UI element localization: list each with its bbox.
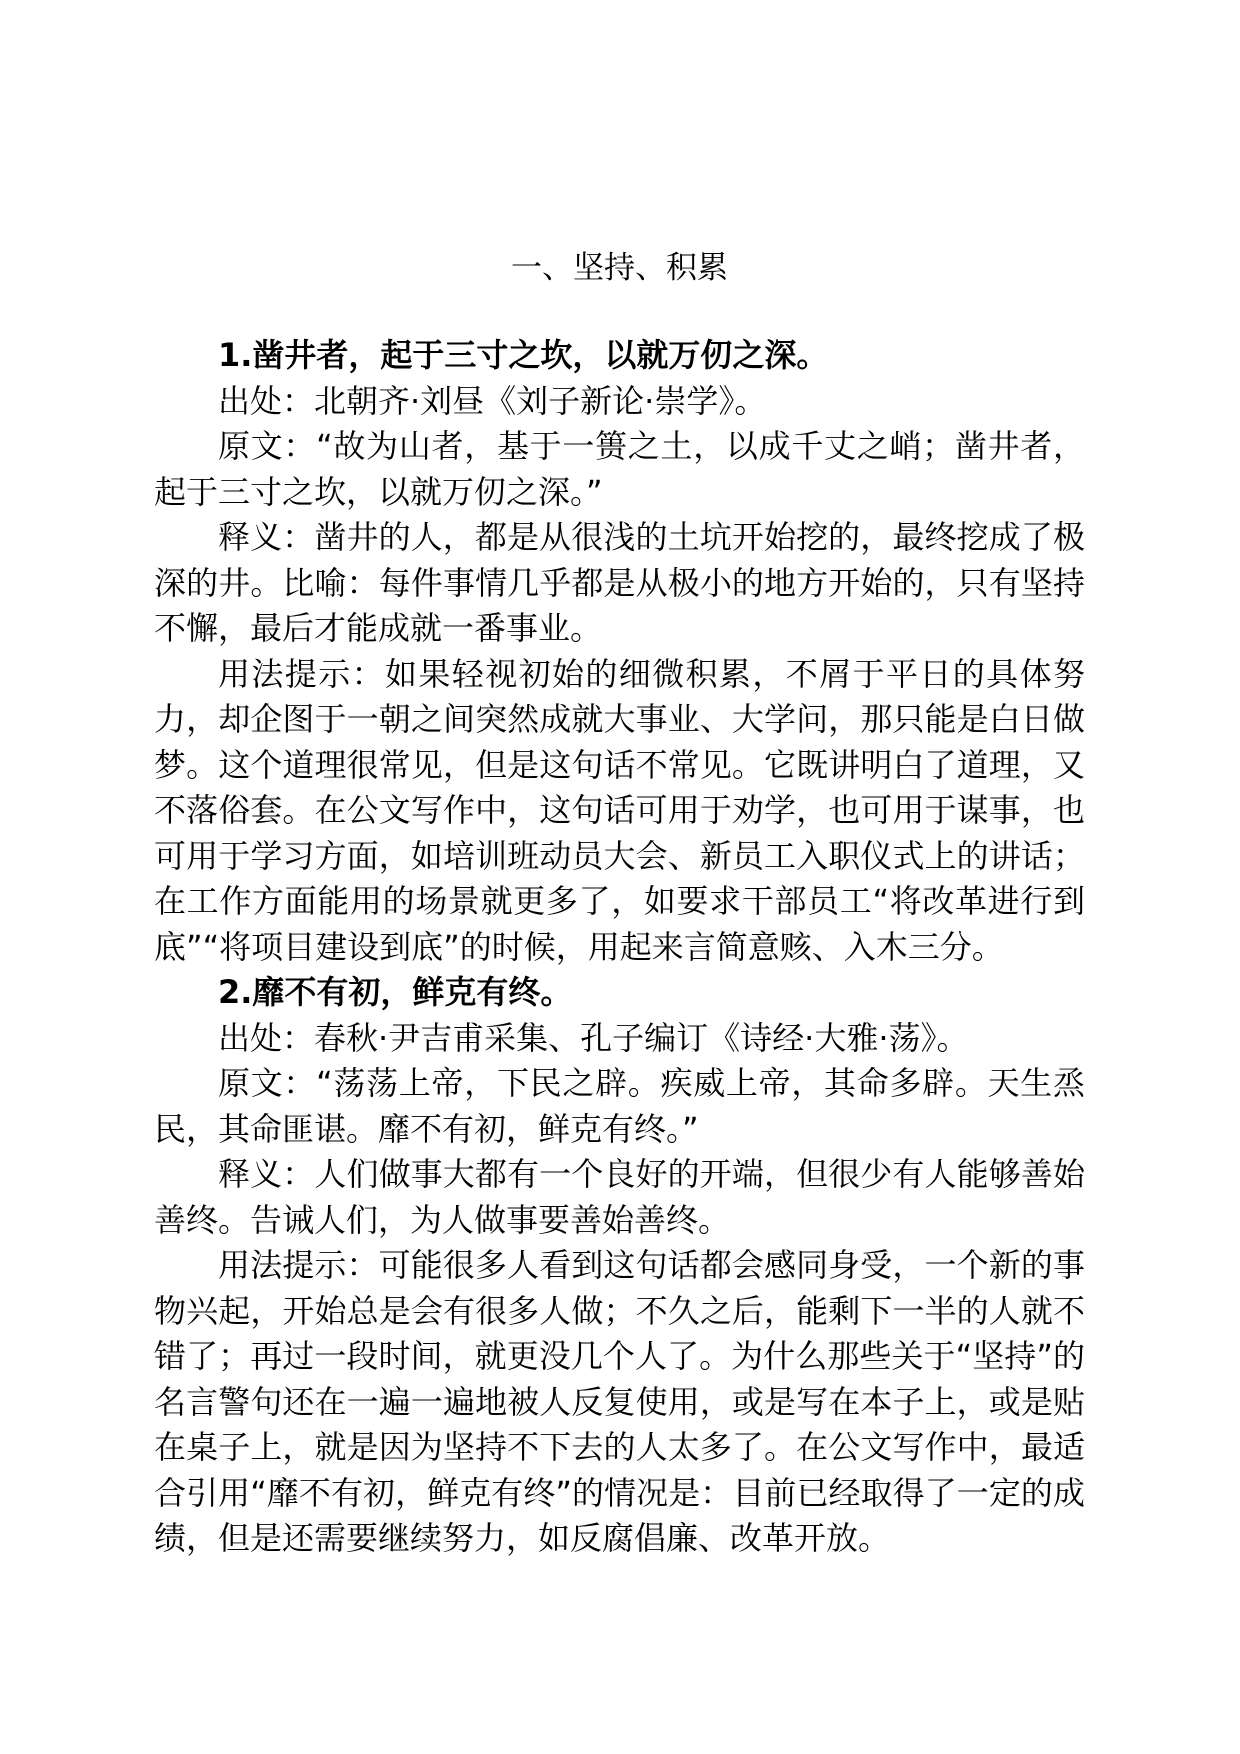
entry-1-heading: 1.凿井者，起于三寸之坎，以就万仞之深。 xyxy=(218,336,829,374)
entry-2-meaning: 释义：人们做事大都有一个良好的开端，但很少有人能够善始善终。告诫人们，为人做事要善始善终。 xyxy=(154,1155,1085,1239)
entry-2-source: 出处：春秋·尹吉甫采集、孔子编订《诗经·大雅·荡》。 xyxy=(218,1018,969,1057)
entry-1 xyxy=(154,333,1085,970)
entry-2-usage: 用法提示：可能很多人看到这句话都会感同身受，一个新的事物兴起，开始总是会有很多人做；不久之后，能剩下一半的人就不错了；再过一段时间，就更没几个人了。为什么那些关于“坚持”的名言警句还在一遍一遍地被人反复使用，或是写在本子上，或是贴在桌子上，就是因为坚持不下去的人太多了。在公文写作中，最适合引用“靡不有初，鲜克有终”的情况是：目前已经取得了一定的成绩，但是还需要继续努力，如反腐倡廉、改革开放。 xyxy=(154,1246,1085,1557)
entry-1-meaning: 释义：凿井的人，都是从很浅的土坑开始挖的，最终挖成了极深的井。比喻：每件事情几乎都是从极小的地方开始的，只有坚持不懈，最后才能成就一番事业。 xyxy=(154,518,1085,647)
entry-2-heading: 2.靡不有初，鲜克有终。 xyxy=(218,973,573,1011)
entry-1-original: 原文：“故为山者，基于一篑之土，以成千丈之峭；凿井者，起于三寸之坎，以就万仞之深。” xyxy=(154,427,1085,511)
entry-2 xyxy=(154,970,1085,1562)
entry-1-source: 出处：北朝齐·刘昼《刘子新论·崇学》。 xyxy=(218,381,767,420)
entry-1-usage: 用法提示：如果轻视初始的细微积累，不屑于平日的具体努力，却企图于一朝之间突然成就大事业、大学问，那只能是白日做梦。这个道理很常见，但是这句话不常见。它既讲明白了道理，又不落俗套。在公文写作中，这句话可用于劝学，也可用于谋事，也可用于学习方面，如培训班动员大会、新员工入职仪式上的讲话；在工作方面能用的场景就更多了，如要求干部员工“将改革进行到底”“将项目建设到底”的时候，用起来言简意赅、入木三分。 xyxy=(154,654,1085,966)
entry-2-original: 原文：“荡荡上帝，下民之辟。疾威上帝，其命多辟。天生烝民，其命匪谌。靡不有初，鲜克有终。” xyxy=(154,1064,1085,1148)
section-title: 一、坚持、积累 xyxy=(511,250,728,286)
document-page xyxy=(154,246,1085,1562)
